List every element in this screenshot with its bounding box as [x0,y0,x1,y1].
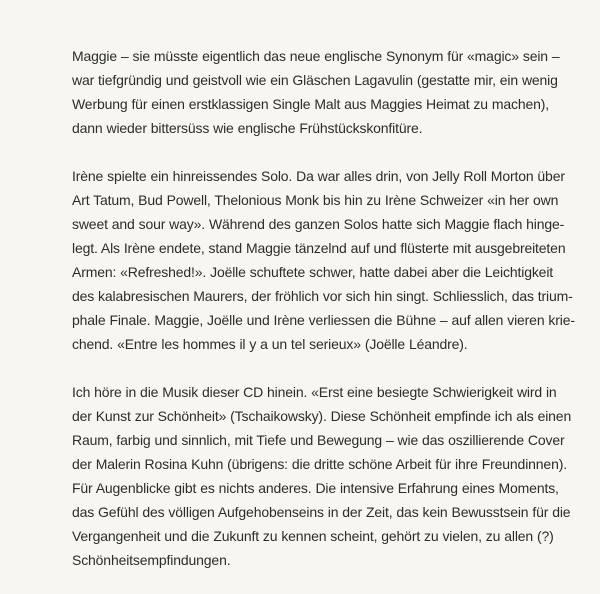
text-line: Raum, farbig und sinnlich, mit Tiefe und Bewegung – wie das oszillierende Cover [72,432,565,448]
text-line: Ich höre in die Musik dieser CD hinein. «Erst eine besiegte Schwierigkeit wird in [72,384,557,400]
text-line: der Malerin Rosina Kuhn (übrigens: die dritte schöne Arbeit für ihre Freundinnen). [72,456,567,472]
text-line: der Kunst zur Schönheit» (Tschaikowsky). Diese Schönheit empfinde ich als einen [72,408,572,424]
paragraph-music-beauty [72,380,572,572]
text-line: des kalabresischen Maurers, der fröhlich vor sich hin singt. Schliesslich, das trium- [72,288,573,304]
text-line: Armen: «Refreshed!». Joëlle schuftete schwer, hatte dabei aber die Leichtigkeit [72,264,554,280]
text-line: phale Finale. Maggie, Joëlle und Irène verliessen die Bühne – auf allen vieren krie- [72,312,575,328]
text-line: Irène spielte ein hinreissendes Solo. Da war alles drin, von Jelly Roll Morton über [72,168,565,184]
paragraph-irene-solo [72,164,575,356]
text-line: war tiefgründig und geistvoll wie ein Gläschen Lagavulin (gestatte mir, ein wenig [72,72,558,88]
paragraph-maggie [72,44,562,140]
text-line: sweet and sour way». Während des ganzen Solos hatte sich Maggie flach hinge- [72,216,565,232]
text-line: Maggie – sie müsste eigentlich das neue englische Synonym für «magic» sein – [72,48,560,64]
text-body [72,44,575,594]
text-line: das Gefühl des völligen Aufgehobenseins in der Zeit, das kein Bewusstsein für die [72,504,571,520]
text-line: Art Tatum, Bud Powell, Thelonious Monk bis hin zu Irène Schweizer «in her own [72,192,559,208]
text-line: Schönheitsempfindungen. [72,552,231,568]
text-line: dann wieder bittersüss wie englische Frühstückskonfitüre. [72,120,423,136]
text-line: Werbung für einen erstklassigen Single Malt aus Maggies Heimat zu machen), [72,96,549,112]
text-line: Vergangenheit und die Zukunft zu kennen scheint, gehört zu vielen, zu allen (?) [72,528,554,544]
text-line: legt. Als Irène endete, stand Maggie tänzelnd auf und flüsterte mit ausgebreiteten [72,240,566,256]
text-line: Für Augenblicke gibt es nichts anderes. Die intensive Erfahrung eines Moments, [72,480,559,496]
text-line: chend. «Entre les hommes il y a un tel serieux» (Joëlle Léandre). [72,336,468,352]
